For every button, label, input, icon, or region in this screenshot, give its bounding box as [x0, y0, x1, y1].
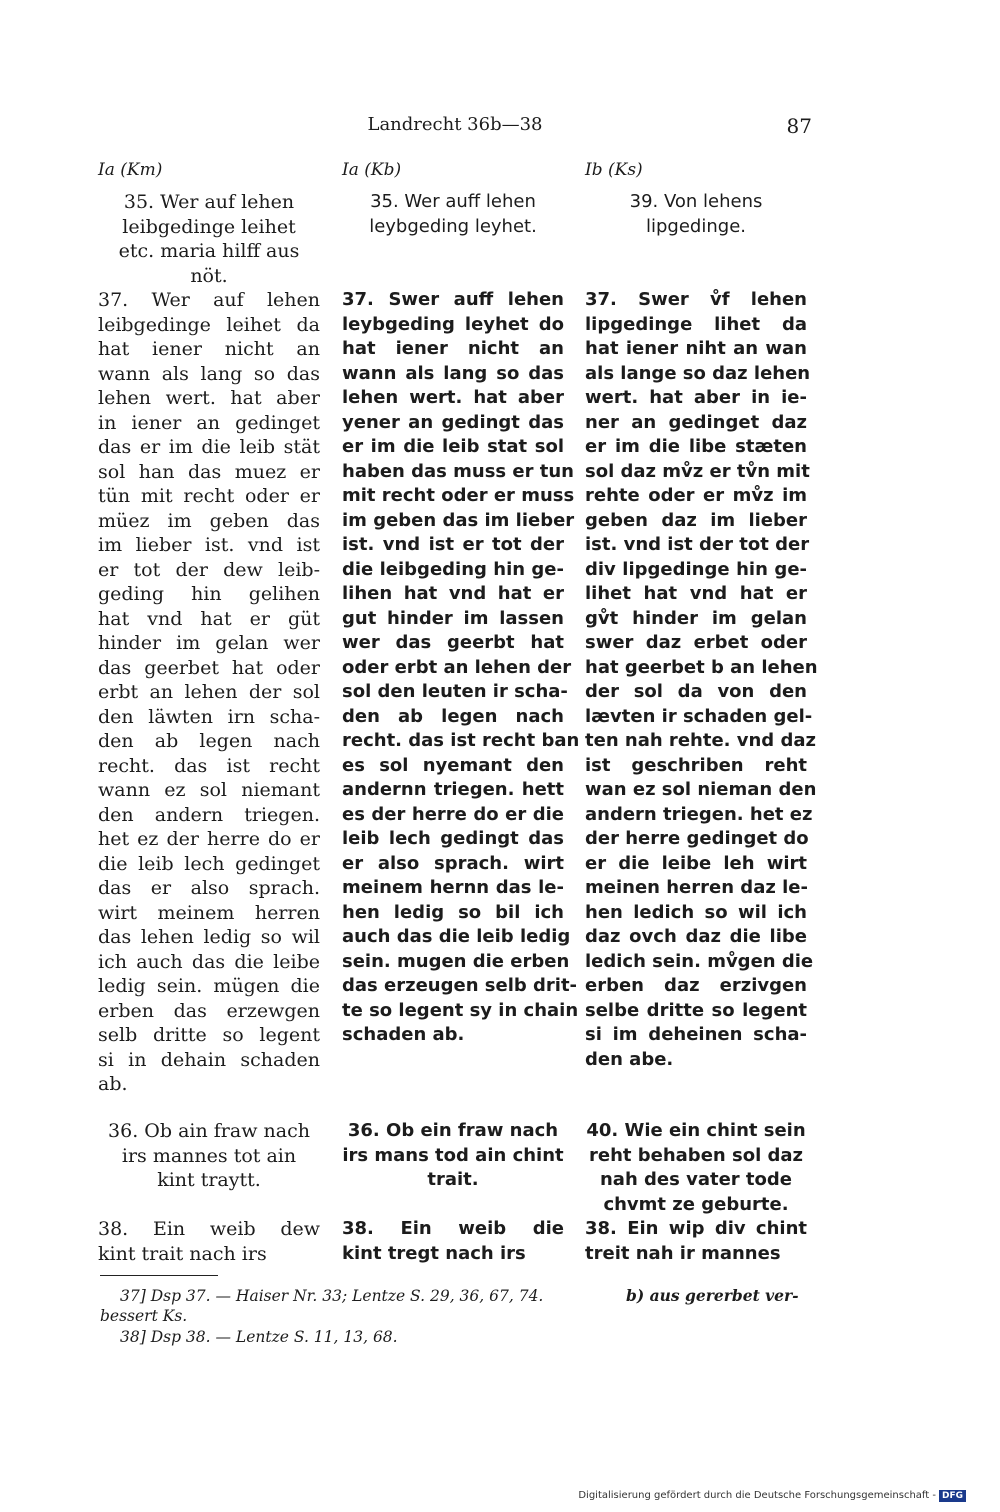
text-line: erben das erzewgen — [98, 999, 320, 1022]
text-line: den andern triegen. — [98, 803, 320, 826]
text-line: hat vnd hat er güt — [98, 607, 320, 630]
text-line: leibgedinge leihet da — [98, 313, 320, 336]
text-37-a — [98, 288, 320, 1097]
text-line: das lehen ledig so wil — [98, 926, 320, 948]
text-line: hen ledich so wil ich — [585, 901, 807, 923]
text-line: si in dehain schaden — [98, 1048, 320, 1071]
text-line: ten nah rehte. vnd daz — [585, 730, 816, 751]
text-line: si im deheinen scha- — [585, 1024, 807, 1045]
text-line: in iener an gedinget — [98, 411, 320, 434]
running-header: Landrecht 36b—38 — [367, 114, 543, 135]
text-line: leib lech gedingt das — [342, 828, 564, 849]
text-line: er im die libe stæten — [585, 436, 807, 457]
footnote-b: b) aus gererbet ver- — [626, 1286, 799, 1305]
text-line: er die leibe leh wirt — [585, 852, 807, 874]
text-line: als lange so daz lehen — [585, 362, 811, 384]
digitization-credit: Digitalisierung gefördert durch die Deutsche Forschungsgemeinschaft - DFG — [578, 1490, 966, 1502]
text-line: yener an gedingt das — [342, 411, 564, 433]
column-siglum-a: Ia (Km) — [98, 160, 163, 180]
text-38-a — [98, 1217, 320, 1266]
text-37-b — [342, 288, 580, 1048]
text-line: wert. hat aber in ie- — [585, 387, 807, 408]
text-line: ledich sein. mv̊gen die — [585, 950, 814, 972]
text-line: rehte oder er mv̊z im — [585, 485, 807, 506]
text-line: kint trait nach irs — [98, 1242, 267, 1265]
text-line: 37. Swer auff lehen — [342, 289, 564, 310]
text-line: das er im die leib stät — [98, 436, 320, 458]
text-line: sol han das muez er — [98, 460, 320, 483]
text-line: hat geerbet b an lehen — [585, 656, 818, 678]
text-line: hat iener nicht an — [342, 338, 564, 359]
text-line: ist geschriben reht — [585, 754, 807, 776]
heading-35-b: 35. Wer auff lehen leybgeding leyhet. — [369, 191, 537, 237]
text-line: den läwten irn scha- — [98, 705, 320, 728]
text-line: der herre gedinget do — [585, 828, 809, 849]
text-line: lehen wert. hat aber — [342, 387, 564, 408]
text-line: im lieber ist. vnd ist — [98, 534, 320, 556]
text-line: andern triegen. het ez — [585, 803, 813, 825]
text-line: gut hinder im lassen — [342, 607, 564, 629]
dfg-logo: DFG — [939, 1490, 966, 1502]
text-line: das geerbet hat oder — [98, 656, 320, 679]
page-number: 87 — [786, 114, 812, 138]
text-line: leybgeding leyhet do — [342, 313, 564, 335]
text-line: 38. Ein wip div chint — [585, 1218, 807, 1239]
text-line: hinder im gelan wer — [98, 632, 320, 654]
heading-35-a: 35. Wer auf lehen leibgedinge leihet etc. maria hilff aus nöt. — [118, 191, 300, 287]
text-line: kint tregt nach irs — [342, 1242, 526, 1264]
text-line: auch das die leib ledig — [342, 926, 571, 947]
text-line: sol daz mv̊z er tv̊n mit — [585, 460, 810, 482]
text-line: er also sprach. wirt — [342, 852, 564, 874]
text-line: ner an gedinget daz — [585, 411, 807, 433]
text-line: den ab legen nach — [98, 730, 320, 752]
text-line: hat iener niht an wan — [585, 338, 807, 359]
column-siglum-c: Ib (Ks) — [585, 160, 643, 180]
text-line: die leib lech gedinget — [98, 852, 320, 875]
text-line: mit recht oder er muss — [342, 485, 575, 506]
text-line: erbt an lehen der sol — [98, 681, 320, 703]
text-line: geding hin gelihen — [98, 583, 320, 605]
text-line: treit nah ir mannes — [585, 1242, 781, 1264]
text-line: erben daz erzivgen — [585, 975, 807, 996]
text-line: sein. mugen die erben — [342, 950, 570, 972]
footnote-37: 37] Dsp 37. — Haiser Nr. 33; Lentze S. 29, 36, 67, 74. — [120, 1287, 544, 1305]
text-line: lihen hat vnd hat er — [342, 583, 564, 604]
text-line: ist. vnd ist der tot der — [585, 534, 810, 555]
text-line: ab. — [98, 1073, 128, 1095]
text-line: geben daz im lieber — [585, 509, 807, 531]
text-line: den abe. — [585, 1048, 674, 1070]
column-siglum-b: Ia (Kb) — [342, 160, 402, 180]
text-line: lihet hat vnd hat er — [585, 583, 807, 604]
text-line: andernn triegen. hett — [342, 779, 564, 800]
text-line: im geben das im lieber — [342, 509, 575, 531]
heading-40-c: 40. Wie ein chint sein reht behaben sol daz nah des vater tode chvmt ze geburte. — [586, 1120, 806, 1215]
text-line: wirt meinem herren — [98, 901, 320, 924]
text-line: meinen herren daz le- — [585, 877, 808, 898]
text-line: müez im geben das — [98, 509, 320, 532]
text-line: swer daz erbet oder — [585, 632, 807, 653]
text-line: recht. das ist recht ban — [342, 730, 580, 751]
text-line: lævten ir schaden gel- — [585, 705, 813, 727]
text-line: wer das geerbt hat — [342, 632, 564, 653]
text-line: haben das muss er tun — [342, 460, 574, 482]
text-line: es sol nyemant den — [342, 754, 564, 776]
text-line: 37. Swer v̊f lehen — [585, 289, 807, 310]
text-line: 38. Ein weib dew — [98, 1218, 320, 1240]
text-line: wann ez sol niemant — [98, 779, 320, 801]
text-line: selb dritte so legent — [98, 1024, 320, 1046]
text-line: den ab legen nach — [342, 705, 564, 727]
text-line: tün mit recht oder er — [98, 485, 320, 507]
text-38-c — [585, 1217, 807, 1266]
text-line: meinem hernn das le- — [342, 877, 564, 898]
text-line: schaden ab. — [342, 1024, 465, 1045]
text-line: er tot der dew leib- — [98, 558, 320, 581]
footnote-b-continued: bessert Ks. — [100, 1307, 188, 1325]
footnote-38: 38] Dsp 38. — Lentze S. 11, 13, 68. — [120, 1328, 398, 1346]
text-line: wan ez sol nieman den — [585, 779, 817, 800]
text-line: lipgedinge lihet da — [585, 313, 807, 335]
text-line: gv̊t hinder im gelan — [585, 607, 807, 629]
text-line: oder erbt an lehen der — [342, 656, 572, 678]
text-line: te so legent sy in chain — [342, 999, 579, 1021]
text-line: ich auch das die leibe — [98, 950, 320, 973]
footnote-rule — [100, 1275, 218, 1276]
text-line: hen ledig so bil ich — [342, 901, 564, 923]
text-line: het ez der herre do er — [98, 828, 320, 850]
text-line: 38. Ein weib die — [342, 1218, 564, 1239]
text-line: ledig sein. mügen die — [98, 975, 320, 997]
text-line: es der herre do er die — [342, 803, 564, 825]
heading-36-b: 36. Ob ein fraw nach irs mans tod ain chint trait. — [342, 1120, 564, 1190]
text-37-c — [585, 288, 818, 1072]
text-line: daz ovch daz die libe — [585, 926, 807, 947]
heading-36-a: 36. Ob ain fraw nach irs mannes tot ain kint traytt. — [108, 1120, 310, 1191]
text-line: selbe dritte so legent — [585, 999, 807, 1021]
text-line: das erzeugen selb drit- — [342, 975, 578, 996]
text-line: recht. das ist recht — [98, 754, 320, 777]
text-line: ist. vnd ist er tot der — [342, 534, 564, 555]
text-line: div lipgedinge hin ge- — [585, 558, 807, 580]
text-line: hat iener nicht an — [98, 338, 320, 360]
text-line: wann als lang so das — [342, 362, 564, 384]
text-line: die leibgeding hin ge- — [342, 558, 564, 580]
text-line: wann als lang so das — [98, 362, 320, 385]
text-line: lehen wert. hat aber — [98, 387, 320, 409]
text-38-b — [342, 1217, 564, 1266]
text-line: 37. Wer auf lehen — [98, 289, 320, 311]
heading-39-c: 39. Von lehens lipgedinge. — [629, 191, 763, 237]
text-line: sol den leuten ir scha- — [342, 681, 568, 702]
text-line: das er also sprach. — [98, 877, 320, 899]
text-line: er im die leib stat sol — [342, 436, 564, 457]
text-line: der sol da von den — [585, 681, 807, 702]
